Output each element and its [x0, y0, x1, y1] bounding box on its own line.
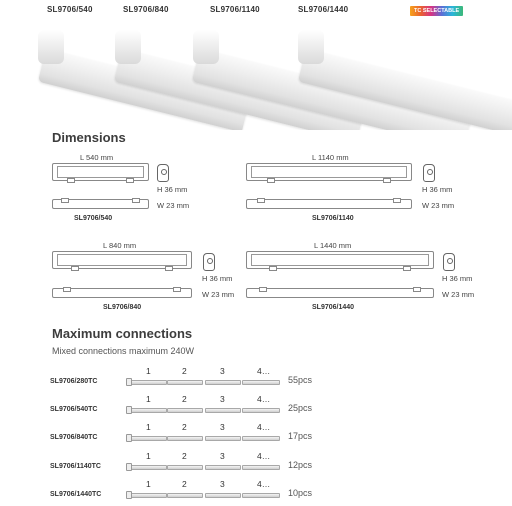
end-cap — [298, 30, 324, 64]
header-model-label: SL9706/1440 — [298, 5, 349, 14]
top-view-drawing — [52, 163, 149, 181]
model-label: SL9706/540 — [74, 215, 113, 222]
connection-number: 2 — [182, 366, 187, 376]
light-segment — [131, 380, 167, 385]
model-label: SL9706/1140 — [312, 215, 354, 222]
connection-model-label: SL9706/840TC — [50, 434, 98, 441]
side-view-drawing — [246, 199, 412, 209]
max-pieces-count: 55pcs — [288, 375, 313, 385]
connection-number: 3 — [220, 394, 225, 404]
light-segment — [205, 436, 241, 441]
connection-number: 3 — [220, 479, 225, 489]
side-profile-icon — [423, 164, 435, 182]
side-view-drawing — [52, 199, 149, 209]
connection-number: 4… — [257, 422, 271, 432]
light-segment — [167, 408, 203, 413]
power-connector-icon — [126, 491, 132, 499]
light-segment — [167, 493, 203, 498]
max-pieces-count: 12pcs — [288, 460, 313, 470]
connection-model-label: SL9706/1140TC — [50, 463, 101, 470]
light-segment — [242, 380, 280, 385]
connection-number: 2 — [182, 479, 187, 489]
width-label: W 23 mm — [422, 201, 455, 210]
connection-number: 4… — [257, 479, 271, 489]
light-segment — [131, 465, 167, 470]
tc-selectable-badge: TC SELECTABLE — [410, 6, 463, 16]
connection-number: 1 — [146, 422, 151, 432]
power-connector-icon — [126, 406, 132, 414]
connection-number: 4… — [257, 366, 271, 376]
light-segment — [242, 493, 280, 498]
connection-model-label: SL9706/540TC — [50, 406, 98, 413]
connection-model-label: SL9706/1440TC — [50, 491, 102, 498]
connections-title: Maximum connections — [52, 326, 193, 341]
header-model-label: SL9706/1140 — [210, 5, 260, 14]
side-profile-icon — [443, 253, 455, 271]
connection-number: 1 — [146, 394, 151, 404]
end-cap — [193, 30, 219, 64]
width-label: W 23 mm — [442, 290, 475, 299]
max-pieces-count: 17pcs — [288, 431, 313, 441]
connections-subtitle: Mixed connections maximum 240W — [52, 346, 195, 356]
light-segment — [205, 465, 241, 470]
side-view-drawing — [246, 288, 434, 298]
light-segment — [205, 493, 241, 498]
light-segment — [205, 408, 241, 413]
connection-number: 1 — [146, 479, 151, 489]
light-segment — [167, 380, 203, 385]
light-segment — [131, 436, 167, 441]
width-label: W 23 mm — [202, 290, 235, 299]
light-segment — [242, 408, 280, 413]
end-cap — [115, 30, 141, 64]
light-segment — [131, 408, 167, 413]
product-image-group — [0, 20, 512, 130]
connection-number: 3 — [220, 366, 225, 376]
height-label: H 36 mm — [157, 185, 188, 194]
length-label: L 1440 mm — [314, 241, 352, 250]
max-pieces-count: 10pcs — [288, 488, 313, 498]
connection-number: 4… — [257, 451, 271, 461]
connection-number: 1 — [146, 366, 151, 376]
power-connector-icon — [126, 378, 132, 386]
connection-number: 4… — [257, 394, 271, 404]
length-label: L 540 mm — [80, 153, 114, 162]
side-view-drawing — [52, 288, 192, 298]
side-profile-icon — [157, 164, 169, 182]
light-segment — [242, 465, 280, 470]
height-label: H 36 mm — [442, 274, 473, 283]
model-label: SL9706/840 — [103, 304, 142, 311]
height-label: H 36 mm — [422, 185, 453, 194]
light-segment — [167, 436, 203, 441]
width-label: W 23 mm — [157, 201, 190, 210]
top-view-drawing — [246, 163, 412, 181]
max-pieces-count: 25pcs — [288, 403, 313, 413]
light-segment — [205, 380, 241, 385]
connection-number: 3 — [220, 422, 225, 432]
header-model-label: SL9706/840 — [123, 5, 169, 14]
connection-model-label: SL9706/280TC — [50, 378, 98, 385]
top-view-drawing — [52, 251, 192, 269]
length-label: L 840 mm — [103, 241, 137, 250]
connection-number: 2 — [182, 422, 187, 432]
connection-number: 2 — [182, 451, 187, 461]
connection-number: 3 — [220, 451, 225, 461]
model-label: SL9706/1440 — [312, 304, 355, 311]
power-connector-icon — [126, 463, 132, 471]
connection-number: 1 — [146, 451, 151, 461]
power-connector-icon — [126, 434, 132, 442]
connection-number: 2 — [182, 394, 187, 404]
length-label: L 1140 mm — [312, 153, 349, 162]
dimensions-title: Dimensions — [52, 130, 126, 145]
end-cap — [38, 30, 64, 64]
top-view-drawing — [246, 251, 434, 269]
light-segment — [131, 493, 167, 498]
light-segment — [242, 436, 280, 441]
side-profile-icon — [203, 253, 215, 271]
light-segment — [167, 465, 203, 470]
height-label: H 36 mm — [202, 274, 233, 283]
header-model-label: SL9706/540 — [47, 5, 93, 14]
